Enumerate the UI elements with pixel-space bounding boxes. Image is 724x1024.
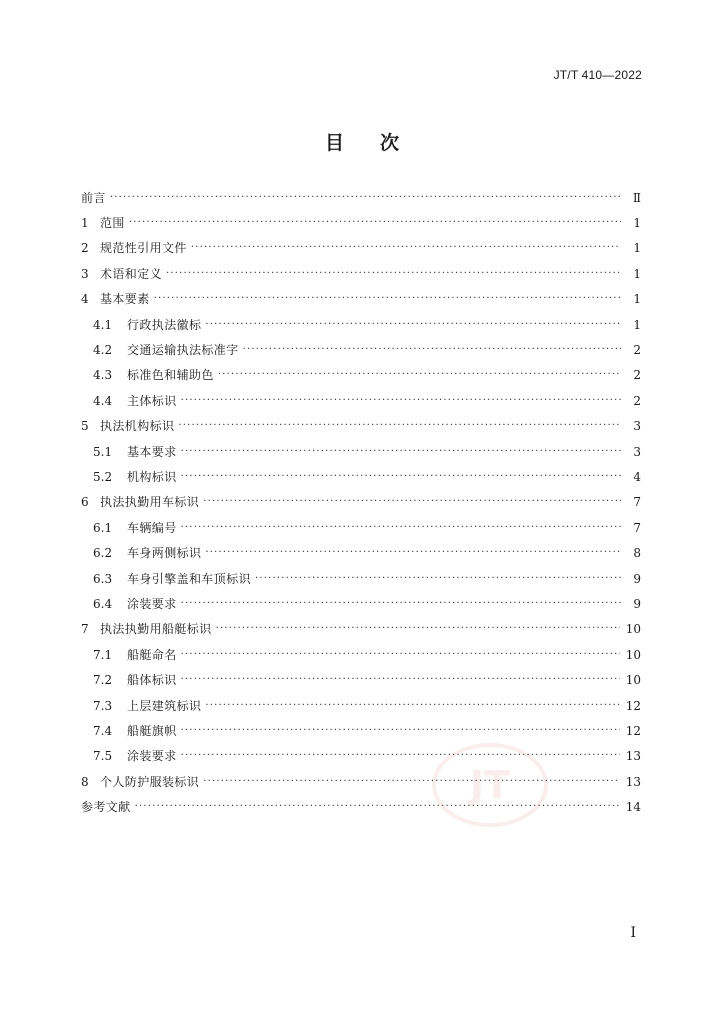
toc-entry-number: 4.4 [93,393,113,408]
toc-leader-dots [191,241,621,255]
toc-entry-label: 机构标识 [127,469,177,484]
toc-entry-number: 6.3 [93,571,113,586]
toc-entry-label: 主体标识 [127,393,177,408]
toc-entry-label: 个人防护服装标识 [100,774,200,789]
toc-entry-number: 7.4 [93,723,113,738]
toc-entry-number: 1 [81,216,89,231]
toc-entry-label: 术语和定义 [100,266,163,281]
toc-entry-page: 7 [633,495,641,510]
toc-entry-label: 标准色和辅助色 [127,368,214,383]
toc-entry-number: 7.3 [93,698,113,713]
title-char-2: 次 [380,132,400,154]
toc-leader-dots [181,597,621,611]
toc-entry-page: 8 [633,546,641,561]
toc-entry-label: 车辆编号 [127,520,177,535]
toc-entry[interactable] [81,769,641,794]
toc-entry-page: 10 [625,673,641,688]
toc-entry-label: 船艇旗帜 [127,723,177,738]
toc-entry[interactable] [81,337,641,362]
toc-entry-number: 5.2 [93,469,113,484]
toc-leader-dots [216,622,620,636]
toc-leader-dots [110,191,621,205]
toc-entry-number: 4.3 [93,368,113,383]
toc-leader-dots [181,724,620,738]
toc-entry-label: 执法机构标识 [100,419,175,434]
toc-entry[interactable] [81,515,641,540]
toc-entry-number: 7.1 [93,647,113,662]
toc-entry-label: 基本要素 [100,292,150,307]
toc-entry-number: 4 [81,292,89,307]
toc-entry-label: 车身两侧标识 [127,546,202,561]
toc-entry-label: 涂装要求 [127,596,177,611]
toc-leader-dots [203,495,621,509]
toc-entry[interactable] [81,185,641,210]
toc-leader-dots [243,343,621,357]
toc-entry[interactable] [81,312,641,337]
toc-entry-label: 执法执勤用车标识 [100,495,200,510]
toc-leader-dots [181,521,621,535]
toc-entry-number: 4.1 [93,317,113,332]
toc-entry-page: 3 [633,419,641,434]
toc-entry[interactable] [81,642,641,667]
toc-entry-label: 上层建筑标识 [127,698,202,713]
toc-entry-page: 1 [633,216,641,231]
toc-entry-page: 12 [625,698,641,713]
toc-leader-dots [181,445,621,459]
toc-entry[interactable] [81,718,641,743]
toc-entry-number: 6.2 [93,546,113,561]
toc-entry-page: 10 [625,622,641,637]
toc-entry-page: 1 [633,317,641,332]
toc-entry-page: 13 [625,749,641,764]
toc-entry[interactable] [81,693,641,718]
toc-entry[interactable] [81,439,641,464]
toc-entry-label: 执法执勤用船艇标识 [100,622,212,637]
toc-leader-dots [205,699,619,713]
toc-entry-page: 2 [633,368,641,383]
toc-entry[interactable] [81,464,641,489]
toc-entry-number: 2 [81,241,89,256]
page-title [0,128,724,155]
toc-entry-page: 1 [633,266,641,281]
toc-leader-dots [205,318,621,332]
toc-entry-page: 2 [633,393,641,408]
toc-entry-number: 5.1 [93,444,113,459]
toc-leader-dots [181,470,621,484]
page-number: I [630,925,636,941]
toc-leader-dots [166,267,621,281]
toc-entry-number: 7 [81,622,89,637]
toc-leader-dots [181,749,620,763]
toc-entry-page: 1 [633,292,641,307]
toc-entry[interactable] [81,363,641,388]
watermark-text: JT [469,763,511,807]
toc-entry-page: 9 [633,571,641,586]
toc-leader-dots [135,800,620,814]
toc-entry-page: 9 [633,596,641,611]
toc-entry-page: 4 [633,469,641,484]
toc-entry-page: 12 [625,723,641,738]
toc-entry[interactable] [81,287,641,312]
standard-code: JT/T 410—2022 [553,68,642,82]
toc-entry[interactable] [81,388,641,413]
toc-entry-page: 2 [633,343,641,358]
toc-entry-page: 14 [625,800,641,815]
toc-leader-dots [154,292,621,306]
toc-entry-label: 车身引擎盖和车顶标识 [127,571,252,586]
toc-entry-page: 3 [633,444,641,459]
toc-leader-dots [181,394,621,408]
toc-entry[interactable] [81,414,641,439]
toc-entry-label: 范围 [100,216,125,231]
toc-entry-label: 行政执法徽标 [127,317,202,332]
toc-entry[interactable] [81,591,641,616]
toc-leader-dots [255,572,621,586]
toc-entry-number: 6 [81,495,89,510]
toc-leader-dots [218,368,621,382]
title-char-1: 目 [324,132,344,154]
toc-entry[interactable] [81,667,641,692]
toc-entry-label: 规范性引用文件 [100,241,187,256]
toc-leader-dots [129,216,621,230]
toc-entry[interactable] [81,794,641,819]
toc-entry-label: 船体标识 [127,673,177,688]
toc-entry-label: 交通运输执法标准字 [127,343,239,358]
toc-entry[interactable] [81,540,641,565]
toc-entry-number: 3 [81,266,89,281]
toc-leader-dots [203,775,620,789]
toc-entry-page: 10 [625,647,641,662]
toc-entry-label: 前言 [81,190,106,205]
toc-entry[interactable] [81,236,641,261]
toc-entry[interactable] [81,210,641,235]
toc-entry-number: 7.2 [93,673,113,688]
toc-entry-label: 船艇命名 [127,647,177,662]
toc-entry-number: 6.4 [93,596,113,611]
toc-entry-page: 7 [633,520,641,535]
toc-entry-page: Ⅱ [632,190,641,205]
toc-entry-number: 7.5 [93,749,113,764]
toc-entry-label: 参考文献 [81,800,131,815]
toc-entry[interactable] [81,261,641,286]
toc-entry[interactable] [81,617,641,642]
toc-entry-number: 8 [81,774,89,789]
toc-entry-number: 5 [81,419,89,434]
toc-entry-number: 4.2 [93,343,113,358]
toc-entry-number: 6.1 [93,520,113,535]
toc-leader-dots [181,673,620,687]
toc-leader-dots [178,419,621,433]
toc-entry-label: 基本要求 [127,444,177,459]
toc-leader-dots [181,648,620,662]
toc-entry[interactable] [81,566,641,591]
toc-entry[interactable] [81,744,641,769]
toc-entry-page: 13 [625,774,641,789]
toc-entry-page: 1 [633,241,641,256]
table-of-contents [81,185,641,820]
toc-entry-label: 涂装要求 [127,749,177,764]
toc-entry[interactable] [81,490,641,515]
toc-leader-dots [205,546,621,560]
